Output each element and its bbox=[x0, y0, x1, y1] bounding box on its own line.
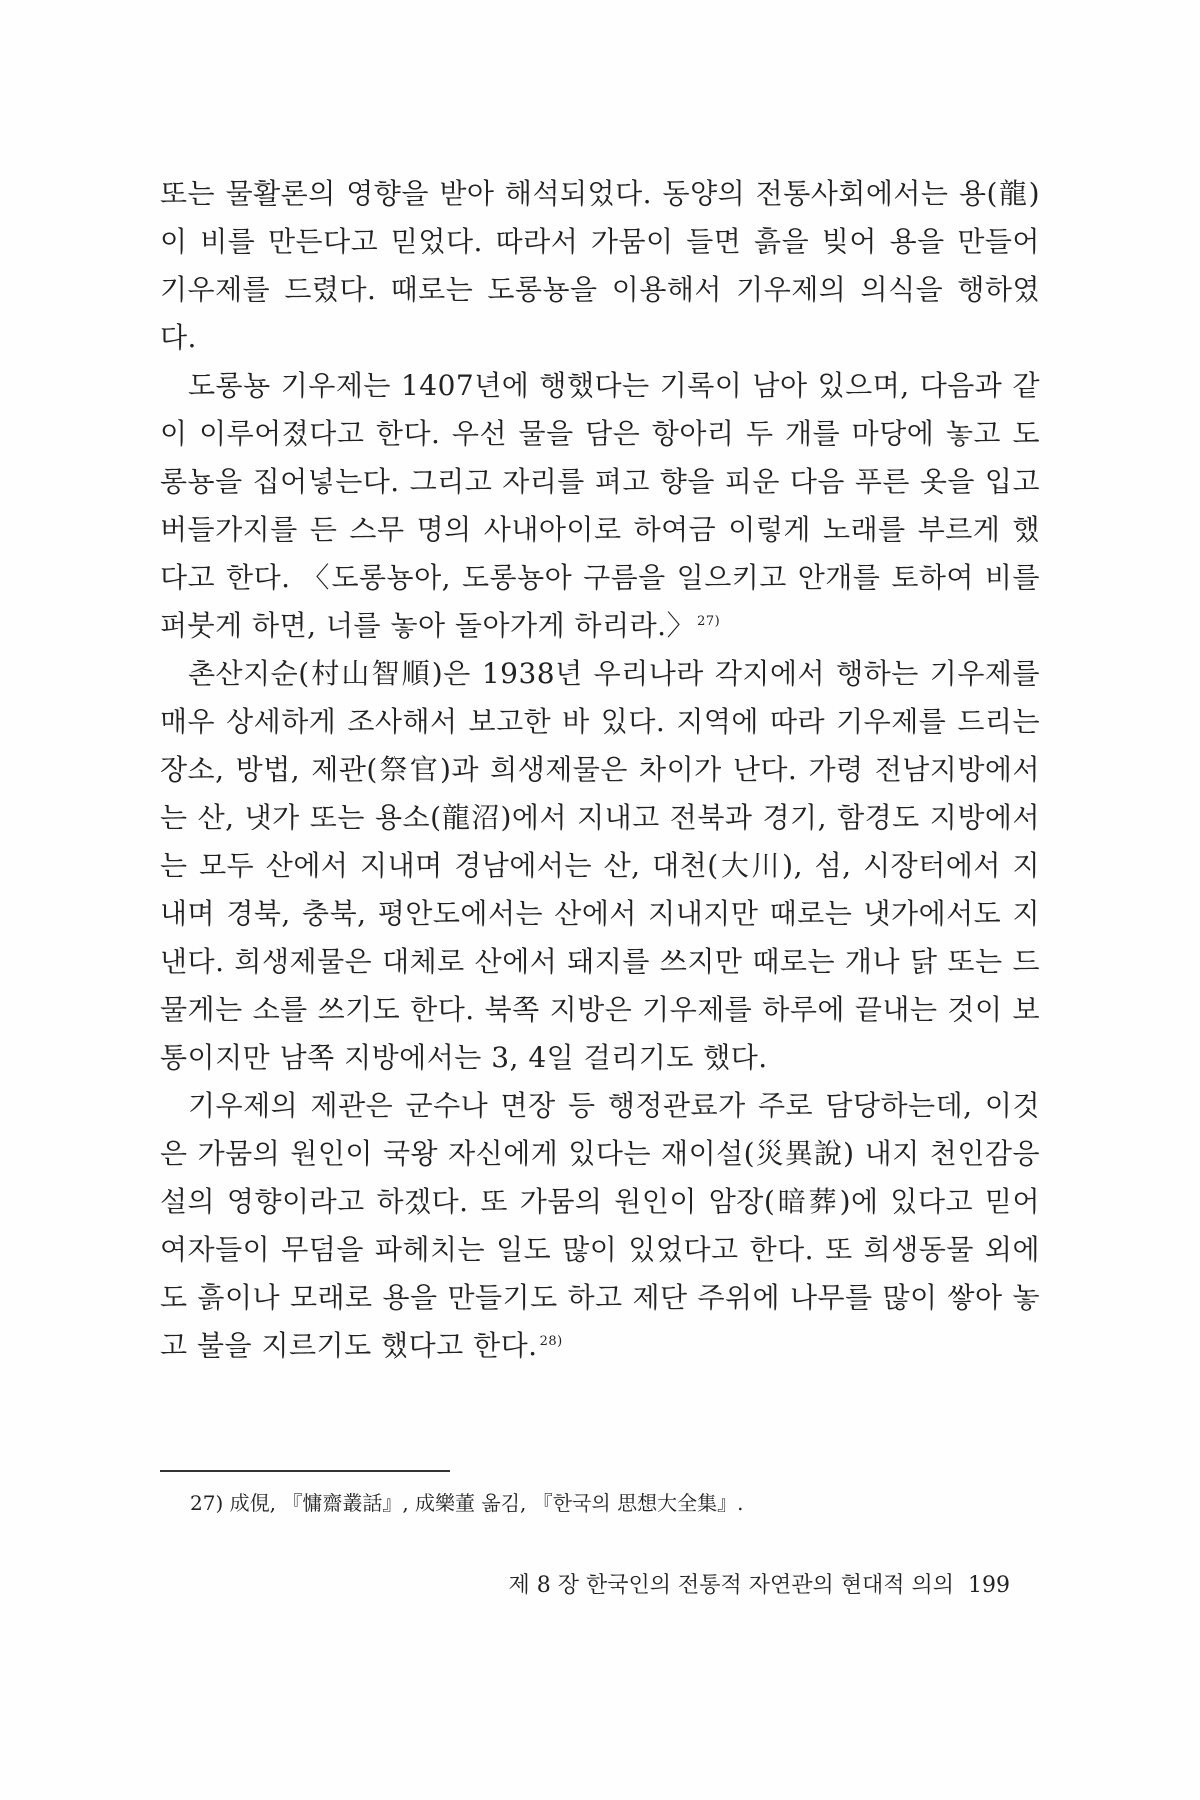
footnote-divider bbox=[160, 1470, 450, 1472]
paragraph-1 bbox=[160, 170, 1040, 362]
footnote-marker-27: 27) bbox=[697, 614, 721, 629]
page-number: 199 bbox=[968, 1573, 1010, 1598]
paragraph-1-text: 또는 물활론의 영향을 받아 해석되었다. 동양의 전통사회에서는 용(龍)이 비를 만든다고 믿었다. 따라서 가뭄이 들면 흙을 빚어 용을 만들어 기우제를 드렸다. 때로는 도롱뇽을 이용해서 기우제의 의식을 행하였다. bbox=[160, 177, 1040, 354]
paragraph-2-text: 도롱뇽 기우제는 1407년에 행했다는 기록이 남아 있으며, 다음과 같이 이루어졌다고 한다. 우선 물을 담은 항아리 두 개를 마당에 놓고 도롱뇽을 집어넣는다. 그리고 자리를 펴고 향을 피운 다음 푸른 옷을 입고 버들가지를 든 스무 명의 사내아이로 하여금 이렇게 노래를 부르게 했다고 한다. 〈도롱뇽아, 도롱뇽아 구름을 일으키고 안개를 토하여 비를 퍼붓게 하면, 너를 놓아 돌아가게 하리라.〉 bbox=[160, 369, 1040, 642]
footnote-marker-28: 28) bbox=[539, 1334, 563, 1349]
footnote-27: 27) 成俔, 『慵齋叢話』, 成樂董 옮김, 『한국의 思想大全集』. bbox=[190, 1491, 744, 1515]
paragraph-4 bbox=[160, 1082, 1040, 1370]
paragraph-2 bbox=[160, 362, 1040, 650]
chapter-title: 제 8 장 한국인의 전통적 자연관의 현대적 의의 bbox=[508, 1573, 954, 1598]
running-footer bbox=[474, 1571, 1010, 1601]
paragraph-3 bbox=[160, 650, 1040, 1082]
body-text bbox=[160, 170, 1040, 1370]
paragraph-3-text: 촌산지순(村山智順)은 1938년 우리나라 각지에서 행하는 기우제를 매우 상세하게 조사해서 보고한 바 있다. 지역에 따라 기우제를 드리는 장소, 방법, 제관(祭官)과 희생제물은 차이가 난다. 가령 전남지방에서는 산, 냇가 또는 용소(龍沼)에서 지내고 전북과 경기, 함경도 지방에서는 모두 산에서 지내며 경남에서는 산, 대천(大川), 섬, 시장터에서 지내며 경북, 충북, 평안도에서는 산에서 지내지만 때로는 냇가에서도 지낸다. 희생제물은 대체로 산에서 돼지를 쓰지만 때로는 개나 닭 또는 드물게는 소를 쓰기도 한다. 북쪽 지방은 기우제를 하루에 끝내는 것이 보통이지만 남쪽 지방에서는 3, 4일 걸리기도 했다. bbox=[160, 657, 1040, 1074]
paragraph-4-text: 기우제의 제관은 군수나 면장 등 행정관료가 주로 담당하는데, 이것은 가뭄의 원인이 국왕 자신에게 있다는 재이설(災異說) 내지 천인감응설의 영향이라고 하겠다. 또 가뭄의 원인이 암장(暗葬)에 있다고 믿어 여자들이 무덤을 파헤치는 일도 많이 있었다고 한다. 또 희생동물 외에도 흙이나 모래로 용을 만들기도 하고 제단 주위에 나무를 많이 쌓아 놓고 불을 지르기도 했다고 한다. bbox=[160, 1089, 1040, 1362]
